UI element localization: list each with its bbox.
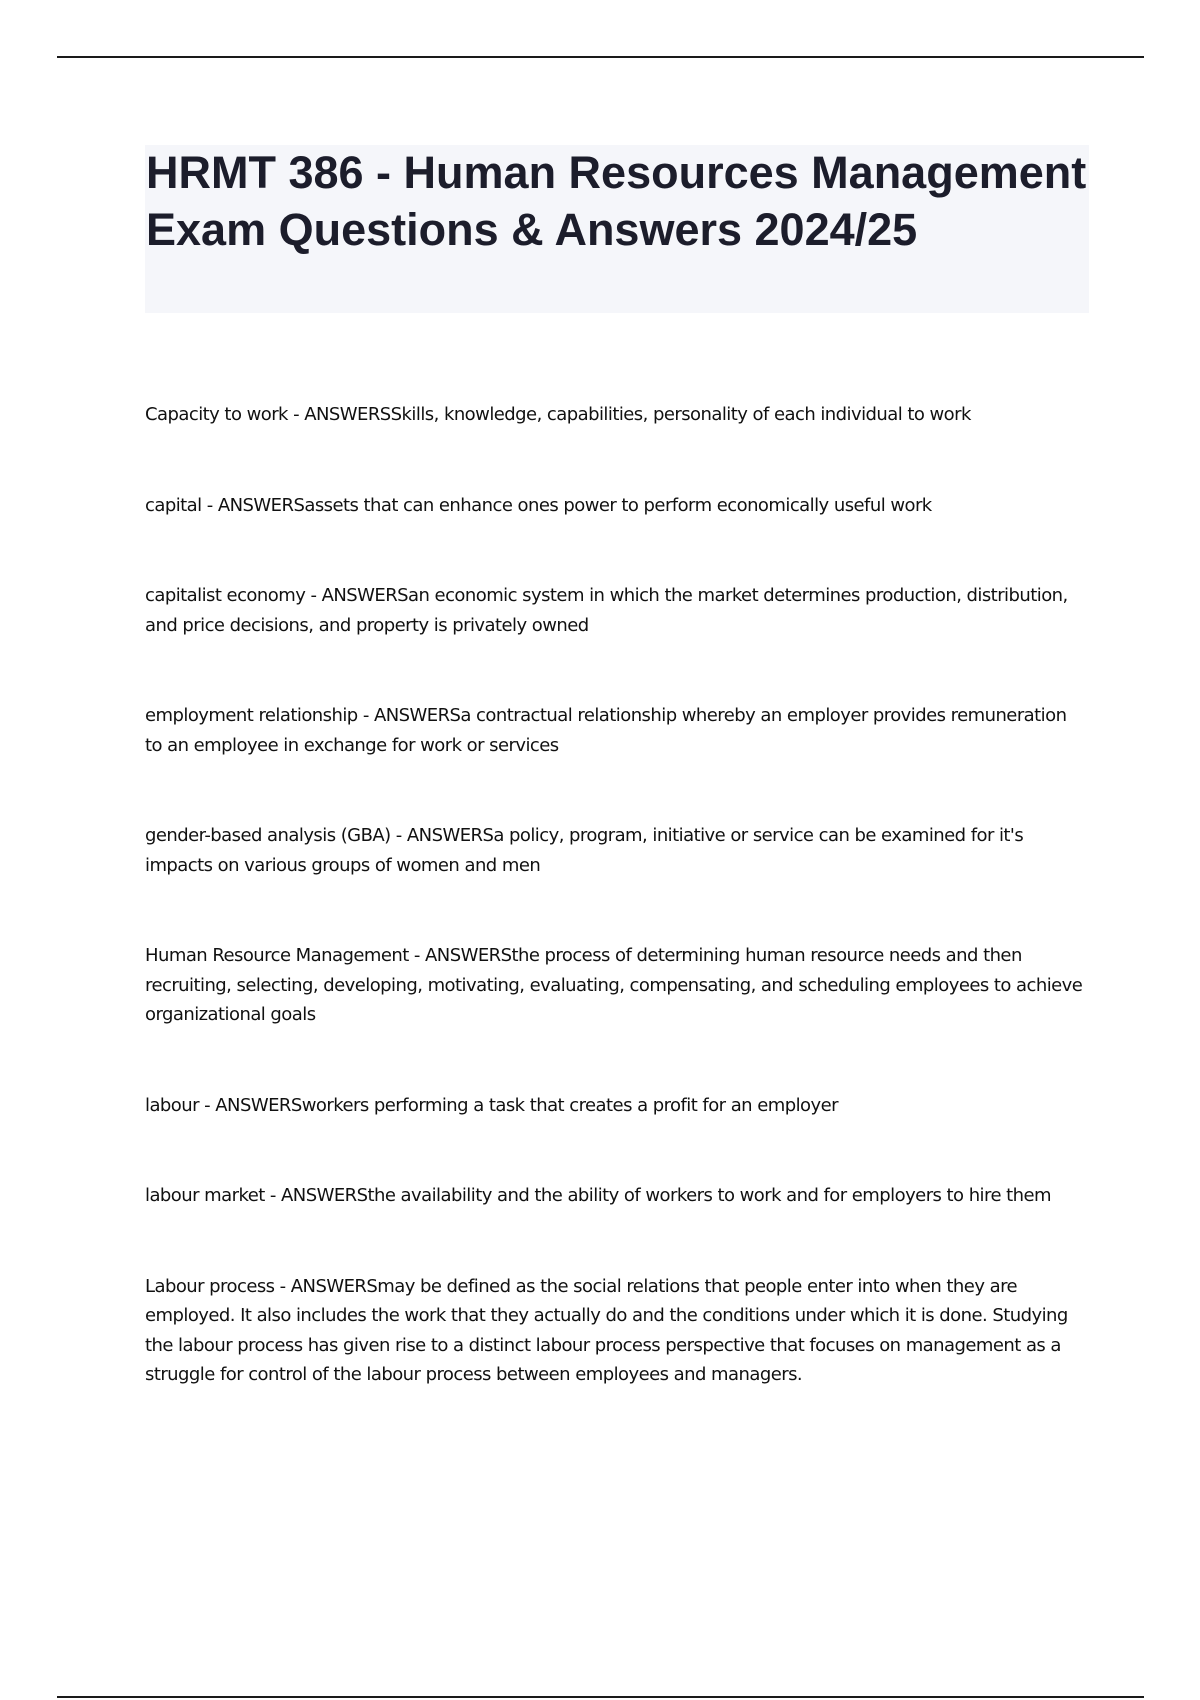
- qa-entry-human-resource-management: Human Resource Management - ANSWERSthe process of determining human resource needs and then recruiting, selecting, developing, motivating, evaluating, compensating, and scheduling employees to achieve organizational goals: [145, 945, 1083, 1025]
- qa-entry-labour-market: labour market - ANSWERSthe availability and the ability of workers to work and for employers to hire them: [145, 1185, 1052, 1206]
- top-divider: [57, 56, 1144, 58]
- qa-entry-employment-relationship: employment relationship - ANSWERSa contractual relationship whereby an employer provides remuneration to an employee in exchange for work or services: [145, 705, 1067, 756]
- qa-entry-gender-based-analysis: gender-based analysis (GBA) - ANSWERSa policy, program, initiative or service can be examined for it's impacts on various groups of women and men: [145, 825, 1024, 876]
- qa-entry-capitalist-economy: capitalist economy - ANSWERSan economic system in which the market determines production, distribution, and price decisions, and property is privately owned: [145, 585, 1068, 636]
- qa-entry-labour: labour - ANSWERSworkers performing a task that creates a profit for an employer: [145, 1094, 838, 1116]
- document-title: HRMT 386 - Human Resources Management Exam Questions & Answers 2024/25: [146, 147, 1087, 255]
- title-box: [145, 145, 1089, 313]
- bottom-divider: [57, 1696, 1144, 1698]
- qa-list: [145, 400, 1085, 1390]
- qa-entry-capacity-to-work: Capacity to work - ANSWERSSkills, knowledge, capabilities, personality of each individual to work: [145, 404, 971, 425]
- qa-entry-labour-process: Labour process - ANSWERSmay be defined as the social relations that people enter into when they are employed. It also includes the work that they actually do and the conditions under which it is done. Studying the labour process has given rise to a distinct labour process perspective that focuses on management as a struggle for control of the labour process between employees and managers.: [145, 1275, 1068, 1385]
- qa-entry-capital: capital - ANSWERSassets that can enhance ones power to perform economically useful work: [145, 494, 932, 516]
